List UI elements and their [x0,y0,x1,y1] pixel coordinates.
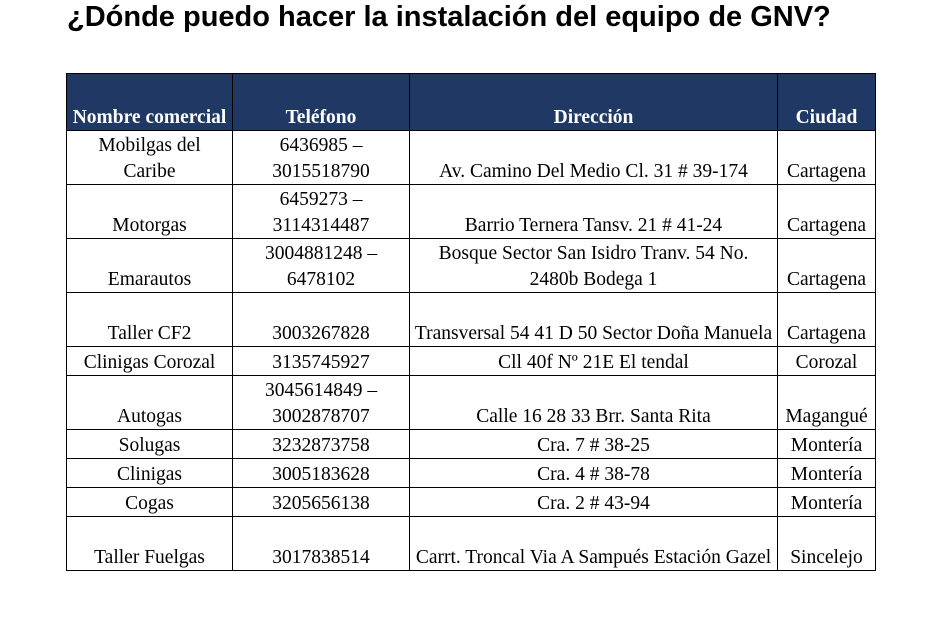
workshops-table [66,73,876,571]
table-row [67,239,876,293]
cell-phone: 3017838514 [233,517,410,571]
header-phone: Teléfono [233,74,410,131]
cell-phone: 6459273 – 3114314487 [233,185,410,239]
cell-address: Av. Camino Del Medio Cl. 31 # 39-174 [410,131,778,185]
header-name: Nombre comercial [67,74,233,131]
cell-address: Calle 16 28 33 Brr. Santa Rita [410,376,778,430]
cell-phone: 3135745927 [233,347,410,376]
cell-city: Corozal [778,347,876,376]
cell-name: Clinigas [67,459,233,488]
table-row [67,131,876,185]
cell-city: Montería [778,459,876,488]
cell-address: Cra. 7 # 38-25 [410,430,778,459]
table-row [67,459,876,488]
table-row [67,293,876,347]
cell-city: Magangué [778,376,876,430]
table-row [67,347,876,376]
cell-city: Sincelejo [778,517,876,571]
cell-address: Cll 40f Nº 21E El tendal [410,347,778,376]
table-row [67,430,876,459]
cell-name: Solugas [67,430,233,459]
cell-phone: 6436985 – 3015518790 [233,131,410,185]
cell-name: Cogas [67,488,233,517]
cell-address: Cra. 2 # 43-94 [410,488,778,517]
table-row [67,185,876,239]
cell-city: Cartagena [778,185,876,239]
cell-city: Cartagena [778,131,876,185]
cell-phone: 3004881248 – 6478102 [233,239,410,293]
cell-name: Clinigas Corozal [67,347,233,376]
table-row [67,488,876,517]
cell-address: Transversal 54 41 D 50 Sector Doña Manuela [410,293,778,347]
cell-address: Barrio Ternera Tansv. 21 # 41-24 [410,185,778,239]
cell-name: Emarautos [67,239,233,293]
cell-name: Autogas [67,376,233,430]
cell-name: Taller Fuelgas [67,517,233,571]
cell-address: Cra. 4 # 38-78 [410,459,778,488]
cell-city: Montería [778,430,876,459]
cell-phone: 3003267828 [233,293,410,347]
cell-phone: 3045614849 – 3002878707 [233,376,410,430]
table-row [67,517,876,571]
cell-name: Taller CF2 [67,293,233,347]
page-title: ¿Dónde puedo hacer la instalación del equipo de GNV? [67,1,831,33]
cell-city: Cartagena [778,293,876,347]
cell-phone: 3205656138 [233,488,410,517]
cell-name: Mobilgas del Caribe [67,131,233,185]
header-city: Ciudad [778,74,876,131]
cell-address: Bosque Sector San Isidro Tranv. 54 No. 2480b Bodega 1 [410,239,778,293]
cell-city: Montería [778,488,876,517]
table-row [67,376,876,430]
cell-phone: 3005183628 [233,459,410,488]
cell-name: Motorgas [67,185,233,239]
cell-address: Carrt. Troncal Via A Sampués Estación Gazel [410,517,778,571]
header-address: Dirección [410,74,778,131]
cell-city: Cartagena [778,239,876,293]
cell-phone: 3232873758 [233,430,410,459]
table-header-row [67,74,876,131]
